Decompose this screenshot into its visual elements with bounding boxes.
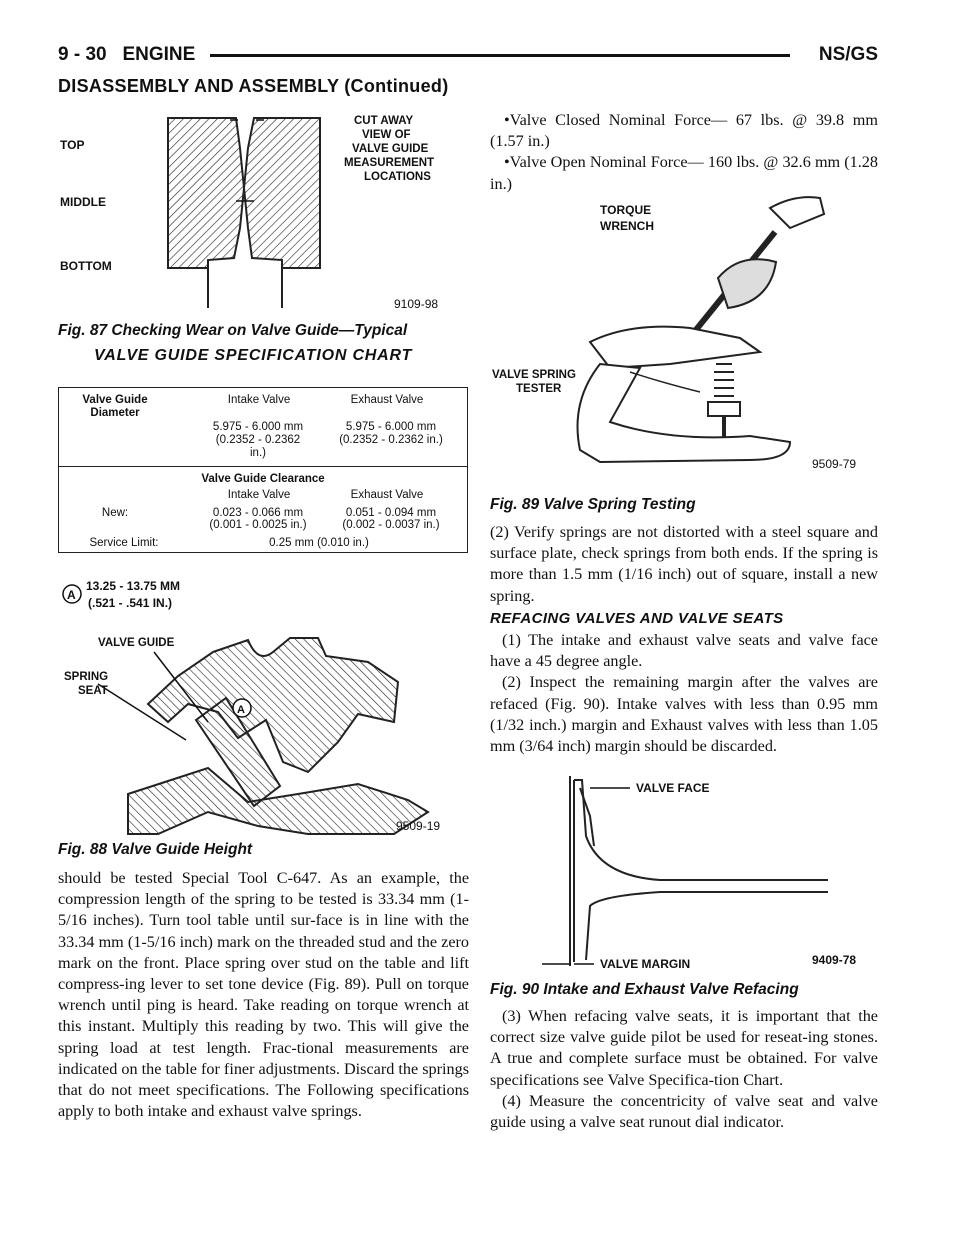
spring-square-paragraph [490, 522, 878, 607]
step3-text: (3) When refacing valve seats, it is important that the correct size valve guide pilot be used for reseat-ing stones. A true and complete surface must be obtained. For valve specifications see Valve Specifica-tion Chart. [490, 1007, 878, 1089]
refacing-step2: (2) Inspect the remaining margin after the valves are refaced (Fig. 90). Intake valves with less than 0.95 mm (1/32 inch.) margin and Exhaust valves with less than 1.05 mm (3/64 inch) margin should be discarded. [490, 673, 878, 756]
fig87-caption: Fig. 87 Checking Wear on Valve Guide—Typical [58, 322, 408, 339]
valve-profile [574, 780, 828, 960]
label-wrench: WRENCH [600, 219, 654, 233]
new-intake-1: 0.023 - 0.066 mm [212, 507, 304, 519]
clearance-exhaust-header: Exhaust Valve [350, 489, 424, 501]
guide-left-wall [168, 118, 244, 268]
fig90-illustration [490, 776, 878, 972]
valve-face-edge [570, 776, 574, 966]
diameter-exhaust-2: (0.2352 - 0.2362 in.) [339, 434, 443, 446]
fig90-caption: Fig. 90 Intake and Exhaust Valve Refacing [490, 981, 799, 998]
fig87-illustration [58, 108, 468, 316]
label-valve-margin: VALVE MARGIN [600, 957, 691, 971]
callout-line1: CUT AWAY [354, 115, 414, 127]
diameter-intake-3: in.) [250, 447, 266, 459]
bullet-closed: Valve Closed Nominal Force— 67 lbs. @ 39.8 mm (1.57 in.) [490, 111, 878, 151]
wrench-dial [718, 259, 776, 308]
bullet-icon: • [504, 153, 510, 172]
fig89-caption: Fig. 89 Valve Spring Testing [490, 496, 696, 513]
diameter-intake-1: 5.975 - 6.000 mm [212, 421, 304, 433]
clearance-label: Valve Guide Clearance [201, 473, 325, 485]
callout-line4: MEASUREMENT [344, 157, 435, 169]
fig89-code: 9509-79 [812, 457, 857, 471]
spring-test-text: should be tested Special Tool C-647. As an example, the compression length of the spring to be tested is 33.34 mm (1-5/16 inches). Turn tool table until sur-face is in line with the 33.34 mm (1-5/16 inch) mark on the threaded stud and the zero mark on the front. Place spring over stud on the table and lift compress-ing lever to set tone device (Fig. 89). Pull on torque wrench until ping is heard. Take reading on torque wrench at this instant. Multiply this reading by two. This will give the spring load at test length. Frac-tional measurements are indicated on the table for finer adjustments. Discard the springs that do not meet specifications. The Following specifications apply to both intake and exhaust valve springs. [58, 869, 469, 1121]
intake-header: Intake Valve [227, 394, 291, 406]
step4-text: (4) Measure the concentricity of valve seat and valve guide using a valve seat runout dial indicator. [490, 1091, 878, 1132]
fig88-caption: Fig. 88 Valve Guide Height [58, 841, 253, 858]
step2-spring-text: (2) Verify springs are not distorted with a steel square and surface plate, check springs from both ends. If the spring is more than 1.5 mm (1/16 inch) out of square, install a new spring. [490, 523, 878, 605]
label-middle: MIDDLE [60, 195, 106, 209]
fig89-illustration [490, 192, 878, 482]
fig87-code: 9109-98 [394, 297, 439, 311]
new-exhaust-2: (0.002 - 0.0037 in.) [342, 519, 440, 531]
label-tester-2: TESTER [516, 383, 562, 395]
fig88-illustration [58, 572, 468, 838]
page-number: 9 - 30 ENGINE [58, 44, 196, 65]
dim-line1: 13.25 - 13.75 MM [86, 579, 181, 593]
refacing-step1: (1) The intake and exhaust valve seats and valve face have a 45 degree angle. [490, 631, 878, 671]
diameter-label: Valve Guide Diameter [82, 394, 148, 419]
spec-chart-title: VALVE GUIDE SPECIFICATION CHART [94, 347, 413, 364]
section-title: DISASSEMBLY AND ASSEMBLY (Continued) [58, 76, 449, 96]
callout-line5: LOCATIONS [364, 171, 431, 183]
page-header [58, 44, 878, 68]
bullet-open: Valve Open Nominal Force— 160 lbs. @ 32.6 mm (1.28 in.) [490, 153, 878, 193]
new-intake-2: (0.001 - 0.0025 in.) [209, 519, 307, 531]
header-rule [210, 54, 790, 57]
guide-right-wall [244, 118, 320, 268]
seat-refacing-paragraphs [490, 1006, 878, 1133]
callout-line3: VALVE GUIDE [352, 143, 429, 155]
label-valve-face: VALVE FACE [636, 781, 710, 795]
label-valve-guide: VALVE GUIDE [98, 637, 175, 649]
diameter-intake-2: (0.2352 - 0.2362 [215, 434, 301, 446]
spring-spec-bullets [490, 110, 878, 195]
fig88-code: 9509-19 [396, 819, 441, 833]
dim-marker-in-drawing: A [237, 704, 245, 716]
diameter-exhaust-1: 5.975 - 6.000 mm [345, 421, 437, 433]
dim-marker: A [67, 588, 76, 602]
refacing-paragraphs [490, 630, 878, 757]
lower-casting [128, 768, 428, 834]
fig90-code: 9409-78 [812, 953, 857, 967]
label-spring-2: SEAT [78, 685, 108, 697]
dim-line2: (.521 - .541 IN.) [88, 596, 173, 610]
label-top: TOP [60, 138, 85, 152]
clearance-intake-header: Intake Valve [227, 489, 291, 501]
service-label: Service Limit: [89, 537, 159, 549]
cylinder-head-casting [148, 638, 398, 772]
label-spring-1: SPRING [64, 671, 109, 683]
model-code: NS/GS [818, 44, 878, 65]
tester-lever [590, 327, 760, 368]
label-torque: TORQUE [600, 203, 652, 217]
label-tester-1: VALVE SPRING [492, 369, 576, 381]
refacing-heading: REFACING VALVES AND VALVE SEATS [490, 610, 784, 627]
spring-test-paragraph [58, 868, 469, 1122]
hand-outline [770, 197, 824, 228]
service-value: 0.25 mm (0.010 in.) [269, 537, 369, 549]
label-bottom: BOTTOM [60, 259, 112, 273]
spring-coils [714, 364, 734, 396]
spec-table [58, 387, 468, 553]
exhaust-header: Exhaust Valve [350, 394, 424, 406]
new-exhaust-1: 0.051 - 0.094 mm [345, 507, 437, 519]
new-label: New: [101, 507, 129, 519]
tester-base [578, 364, 791, 462]
bullet-icon: • [504, 111, 510, 129]
callout-line2: VIEW OF [362, 129, 411, 141]
